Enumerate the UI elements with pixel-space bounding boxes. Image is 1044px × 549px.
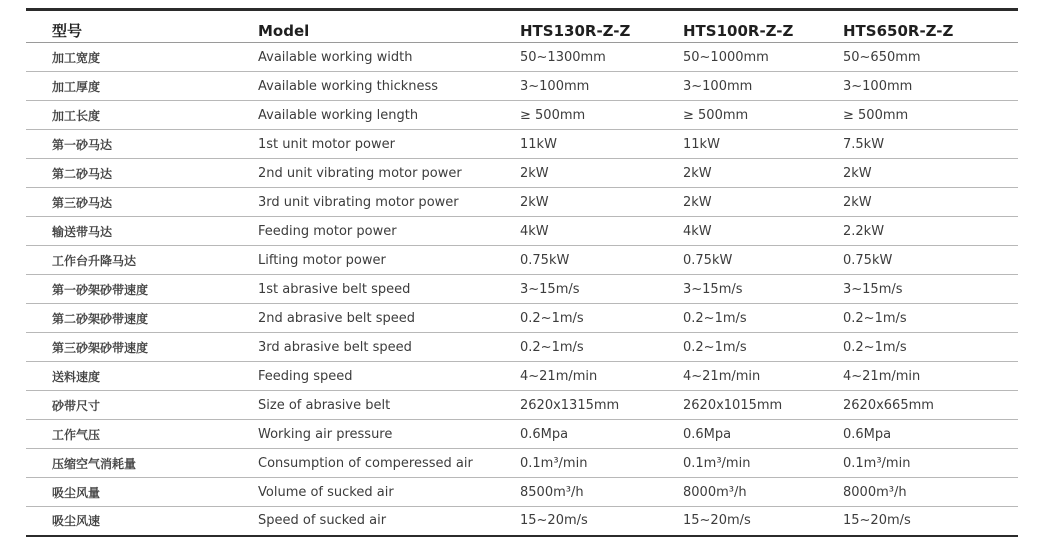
- spec-value-model-3: 3~100mm: [843, 72, 1018, 101]
- spec-name-cn: 工作台升降马达: [26, 246, 258, 275]
- spec-value-model-1: 2620x1315mm: [520, 391, 683, 420]
- table-row: [26, 420, 1018, 449]
- spec-name-en: 1st unit motor power: [258, 130, 520, 159]
- spec-value-model-2: 8000m³/h: [683, 478, 843, 507]
- spec-name-en: Speed of sucked air: [258, 507, 520, 536]
- spec-value-model-1: 0.75kW: [520, 246, 683, 275]
- header-model-en: Model: [258, 10, 520, 43]
- spec-name-en: Available working thickness: [258, 72, 520, 101]
- table-row: [26, 130, 1018, 159]
- table-row: [26, 101, 1018, 130]
- spec-value-model-1: 0.2~1m/s: [520, 304, 683, 333]
- spec-value-model-1: 50~1300mm: [520, 43, 683, 72]
- spec-name-en: 2nd abrasive belt speed: [258, 304, 520, 333]
- table-row: [26, 188, 1018, 217]
- spec-value-model-1: 2kW: [520, 159, 683, 188]
- spec-name-cn: 第三砂架砂带速度: [26, 333, 258, 362]
- spec-value-model-2: ≥ 500mm: [683, 101, 843, 130]
- spec-value-model-3: 2620x665mm: [843, 391, 1018, 420]
- spec-value-model-1: 3~15m/s: [520, 275, 683, 304]
- spec-value-model-1: 15~20m/s: [520, 507, 683, 536]
- table-row: [26, 449, 1018, 478]
- spec-value-model-3: 50~650mm: [843, 43, 1018, 72]
- spec-value-model-3: 4~21m/min: [843, 362, 1018, 391]
- spec-value-model-3: 0.2~1m/s: [843, 304, 1018, 333]
- spec-value-model-2: 4~21m/min: [683, 362, 843, 391]
- table-row: [26, 304, 1018, 333]
- header-model-2: HTS100R-Z-Z: [683, 10, 843, 43]
- spec-value-model-2: 4kW: [683, 217, 843, 246]
- spec-name-cn: 加工长度: [26, 101, 258, 130]
- spec-name-en: Volume of sucked air: [258, 478, 520, 507]
- header-model-1: HTS130R-Z-Z: [520, 10, 683, 43]
- spec-value-model-2: 3~15m/s: [683, 275, 843, 304]
- spec-value-model-2: 2620x1015mm: [683, 391, 843, 420]
- spec-name-en: 2nd unit vibrating motor power: [258, 159, 520, 188]
- spec-value-model-2: 3~100mm: [683, 72, 843, 101]
- spec-value-model-1: 3~100mm: [520, 72, 683, 101]
- spec-value-model-1: 0.6Mpa: [520, 420, 683, 449]
- spec-value-model-2: 2kW: [683, 159, 843, 188]
- table-row: [26, 43, 1018, 72]
- spec-name-cn: 加工厚度: [26, 72, 258, 101]
- spec-value-model-1: 8500m³/h: [520, 478, 683, 507]
- spec-name-cn: 第三砂马达: [26, 188, 258, 217]
- spec-name-cn: 输送带马达: [26, 217, 258, 246]
- spec-name-en: 3rd abrasive belt speed: [258, 333, 520, 362]
- spec-name-cn: 第一砂马达: [26, 130, 258, 159]
- header-model-cn: 型号: [26, 10, 258, 43]
- table-row: [26, 275, 1018, 304]
- spec-name-en: 3rd unit vibrating motor power: [258, 188, 520, 217]
- spec-value-model-1: 4kW: [520, 217, 683, 246]
- spec-value-model-2: 0.6Mpa: [683, 420, 843, 449]
- header-model-3: HTS650R-Z-Z: [843, 10, 1018, 43]
- spec-value-model-2: 0.2~1m/s: [683, 333, 843, 362]
- table-row: [26, 362, 1018, 391]
- spec-table-header: [26, 10, 1018, 43]
- spec-name-cn: 第二砂马达: [26, 159, 258, 188]
- spec-value-model-3: 2.2kW: [843, 217, 1018, 246]
- spec-name-cn: 加工宽度: [26, 43, 258, 72]
- spec-name-en: Lifting motor power: [258, 246, 520, 275]
- table-row: [26, 159, 1018, 188]
- spec-value-model-1: 4~21m/min: [520, 362, 683, 391]
- spec-value-model-3: 15~20m/s: [843, 507, 1018, 536]
- spec-table-body: [26, 43, 1018, 536]
- spec-value-model-3: 2kW: [843, 159, 1018, 188]
- spec-value-model-2: 0.2~1m/s: [683, 304, 843, 333]
- spec-value-model-2: 15~20m/s: [683, 507, 843, 536]
- spec-name-en: Available working length: [258, 101, 520, 130]
- spec-name-en: Available working width: [258, 43, 520, 72]
- spec-name-cn: 砂带尺寸: [26, 391, 258, 420]
- spec-value-model-3: 2kW: [843, 188, 1018, 217]
- spec-value-model-3: 8000m³/h: [843, 478, 1018, 507]
- spec-value-model-1: 0.2~1m/s: [520, 333, 683, 362]
- spec-name-cn: 工作气压: [26, 420, 258, 449]
- spec-value-model-2: 50~1000mm: [683, 43, 843, 72]
- spec-name-cn: 第一砂架砂带速度: [26, 275, 258, 304]
- spec-name-en: Feeding speed: [258, 362, 520, 391]
- table-row: [26, 333, 1018, 362]
- spec-value-model-1: ≥ 500mm: [520, 101, 683, 130]
- spec-value-model-3: 0.75kW: [843, 246, 1018, 275]
- spec-name-cn: 吸尘风速: [26, 507, 258, 536]
- table-row: [26, 507, 1018, 536]
- table-row: [26, 478, 1018, 507]
- spec-value-model-2: 2kW: [683, 188, 843, 217]
- spec-value-model-3: 0.1m³/min: [843, 449, 1018, 478]
- spec-name-en: Consumption of comperessed air: [258, 449, 520, 478]
- spec-value-model-1: 11kW: [520, 130, 683, 159]
- spec-name-cn: 压缩空气消耗量: [26, 449, 258, 478]
- spec-table: [26, 8, 1018, 537]
- spec-name-en: Working air pressure: [258, 420, 520, 449]
- spec-value-model-1: 2kW: [520, 188, 683, 217]
- spec-name-en: Feeding motor power: [258, 217, 520, 246]
- spec-value-model-1: 0.1m³/min: [520, 449, 683, 478]
- table-row: [26, 391, 1018, 420]
- table-row: [26, 72, 1018, 101]
- spec-name-cn: 第二砂架砂带速度: [26, 304, 258, 333]
- spec-value-model-2: 11kW: [683, 130, 843, 159]
- spec-value-model-2: 0.75kW: [683, 246, 843, 275]
- spec-value-model-3: 7.5kW: [843, 130, 1018, 159]
- spec-value-model-3: 0.2~1m/s: [843, 333, 1018, 362]
- spec-name-en: Size of abrasive belt: [258, 391, 520, 420]
- spec-name-cn: 送料速度: [26, 362, 258, 391]
- spec-name-en: 1st abrasive belt speed: [258, 275, 520, 304]
- spec-value-model-3: ≥ 500mm: [843, 101, 1018, 130]
- table-row: [26, 217, 1018, 246]
- spec-value-model-2: 0.1m³/min: [683, 449, 843, 478]
- header-row: [26, 10, 1018, 43]
- spec-value-model-3: 3~15m/s: [843, 275, 1018, 304]
- table-row: [26, 246, 1018, 275]
- spec-value-model-3: 0.6Mpa: [843, 420, 1018, 449]
- spec-name-cn: 吸尘风量: [26, 478, 258, 507]
